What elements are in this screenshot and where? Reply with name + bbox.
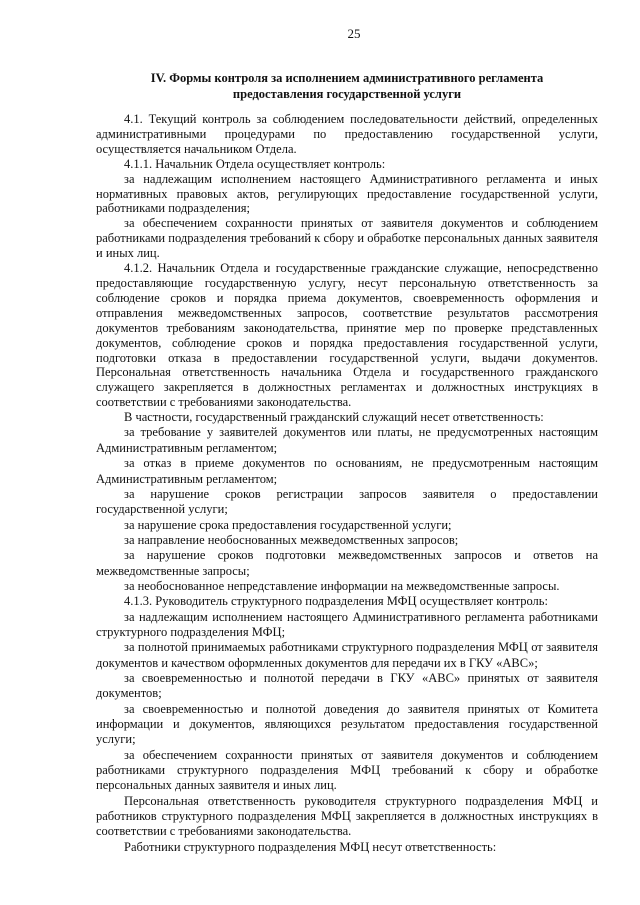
paragraph: Работники структурного подразделения МФЦ несут ответственность: — [124, 839, 497, 854]
paragraph: 4.1.2. Начальник Отдела и государственные гражданские служащие, непосредственно предоставляющие государственную услугу, несут персональную ответственность за соблюдение сроков и порядка приема документов, своевременность оформления и отправления межведомственных запросов, соответствие результатов рассмотрения документов требованиям законодательства, принятие мер по проверке представленных документов, соблюдение сроков и порядка предоставления государственной услуги, подготовки отказа в предоставлении государственной услуги, выдачи документов. Персональная ответственность начальника Отдела и государственного гражданского служащего закрепляется в должностных регламентах и должностных инструкциях в соответствии с требованиями законодательства. — [96, 261, 598, 410]
paragraph: за своевременностью и полнотой доведения до заявителя принятых от Комитета информации и документов, являющихся результатом предоставления государственной услуги; — [96, 701, 598, 747]
page-number: 25 — [347, 26, 361, 41]
paragraph: за требование у заявителей документов или платы, не предусмотренных настоящим Административным регламентом; — [96, 425, 598, 455]
paragraph: за надлежащим исполнением настоящего Административного регламента и иных нормативных правовых актов, регулирующих предоставление государственной услуги, работниками подразделения; — [96, 171, 598, 216]
section-heading-line-1: IV. Формы контроля за исполнением административного регламента — [150, 71, 544, 85]
paragraph: за направление необоснованных межведомственных запросов; — [124, 532, 459, 547]
paragraph: 4.1.3. Руководитель структурного подразделения МФЦ осуществляет контроль: — [124, 594, 548, 609]
paragraph: за необоснованное непредставление информации на межведомственные запросы. — [124, 578, 560, 593]
paragraph: за своевременностью и полнотой передачи в ГКУ «АВС» принятых от заявителя документов; — [96, 670, 598, 701]
paragraph: за отказ в приеме документов по основаниям, не предусмотренным настоящим Административным регламентом; — [96, 456, 598, 486]
paragraph: за нарушение срока предоставления государственной услуги; — [124, 517, 452, 532]
section-heading-line-2: предоставления государственной услуги — [232, 86, 462, 101]
body-text — [96, 112, 598, 855]
paragraph: 4.1.1. Начальник Отдела осуществляет контроль: — [124, 156, 386, 171]
paragraph: за нарушение сроков регистрации запросов заявителя о предоставлении государственной услуги; — [96, 486, 598, 517]
paragraph: 4.1. Текущий контроль за соблюдением последовательности действий, определенных административными процедурами по предоставлению государственной услуги, осуществляется начальником Отдела. — [96, 112, 598, 156]
paragraph: за нарушение сроков подготовки межведомственных запросов и ответов на межведомственные запросы; — [96, 548, 598, 578]
paragraph: Персональная ответственность руководителя структурного подразделения МФЦ и работников структурного подразделения МФЦ закрепляется в должностных инструкциях в соответствии с требованиями законодательства. — [96, 793, 598, 839]
section-heading — [96, 71, 598, 102]
paragraph: за обеспечением сохранности принятых от заявителя документов и соблюдением работниками структурного подразделения МФЦ требований к сбору и обработке персональных данных заявителя и иных лиц. — [96, 747, 598, 793]
paragraph: за обеспечением сохранности принятых от заявителя документов и соблюдением работниками подразделения требований к сбору и обработке персональных данных заявителя и иных лиц. — [96, 216, 598, 261]
paragraph: В частности, государственный гражданский служащий несет ответственность: — [124, 410, 544, 425]
paragraph: за полнотой принимаемых работниками структурного подразделения МФЦ от заявителя документов и качеством оформленных документов для передачи их в ГКУ «АВС»; — [96, 640, 598, 670]
paragraph: за надлежащим исполнением настоящего Административного регламента работниками структурного подразделения МФЦ; — [96, 609, 598, 639]
